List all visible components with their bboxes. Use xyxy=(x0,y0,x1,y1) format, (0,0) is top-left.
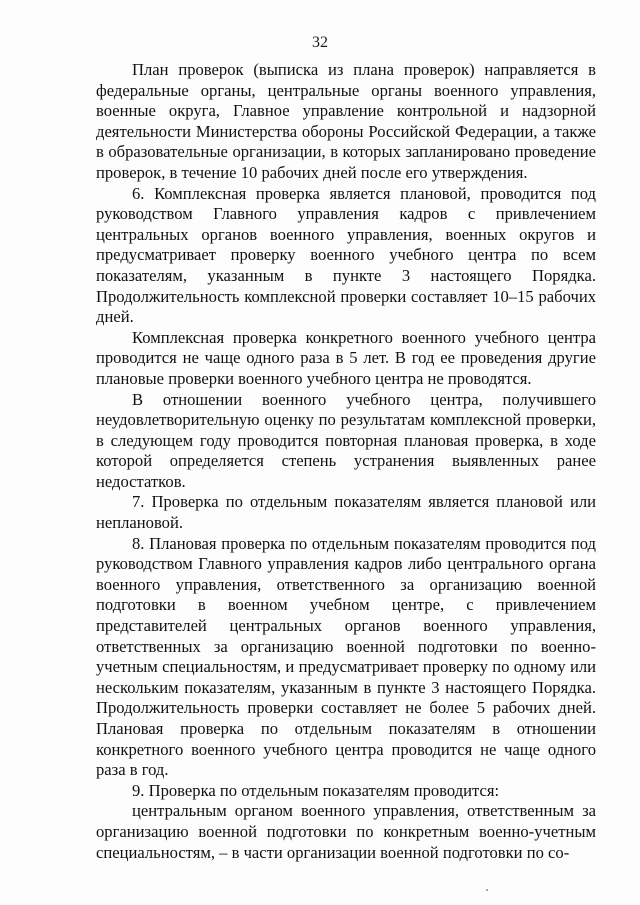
paragraph-6-complex-inspection: 6. Комплексная проверка является плановой, проводится под руководством Главного управления кадров с привлечением центральных органов военного управления, военных округов и предусматривает проверку военного учебного центра по всем показателям, указанным в пункте 3 настоящего Порядка. Продолжительность комплексной проверки составляет 10–15 рабочих дней. xyxy=(96,183,596,327)
paragraph-8-planned-individual: 8. Плановая проверка по отдельным показателям проводится под руководством Главного управления кадров либо центрального органа военного управления, ответственного за организацию военной подготовки в военном учебном центре, с привлечением представителей центральных органов военного управления, ответственных за организацию военной подготовки по военно-учетным специальностям, и предусматривает проверку по одному или нескольким показателям, указанным в пункте 3 настоящего Порядка. Продолжительность проверки составляет не более 5 рабочих дней. Плановая проверка по отдельным показателям в отношении конкретного военного учебного центра проводится не чаще одного раза в год. xyxy=(96,533,596,780)
paragraph-repeat-inspection: В отношении военного учебного центра, получившего неудовлетворительную оценку по результатам комплексной проверки, в следующем году проводится повторная плановая проверка, в ходе которой определяется степень устранения выявленных ранее недостатков. xyxy=(96,389,596,491)
document-body xyxy=(96,60,596,863)
page-number: 32 xyxy=(312,34,328,51)
paragraph-9-conducted-by: 9. Проверка по отдельным показателям проводится: xyxy=(132,780,500,800)
scan-speck xyxy=(486,889,488,891)
paragraph-plan-distribution: План проверок (выписка из плана проверок) направляется в федеральные органы, центральные органы военного управления, военные округа, Главное управление контрольной и надзорной деятельности Министерства обороны Российской Федерации, а также в образовательные организации, в которых запланировано проведение проверок, в течение 10 рабочих дней после его утверждения. xyxy=(96,60,596,182)
paragraph-complex-frequency: Комплексная проверка конкретного военного учебного центра проводится не чаще одного раза в 5 лет. В год ее проведения другие плановые проверки военного учебного центра не проводятся. xyxy=(96,327,596,388)
paragraph-7-individual-indicators: 7. Проверка по отдельным показателям является плановой или неплановой. xyxy=(96,492,596,533)
paragraph-central-body: центральным органом военного управления, ответственным за организацию военной подготовки по конкретным военно-учетным специальностям, – в части организации военной подготовки по со- xyxy=(96,801,596,862)
